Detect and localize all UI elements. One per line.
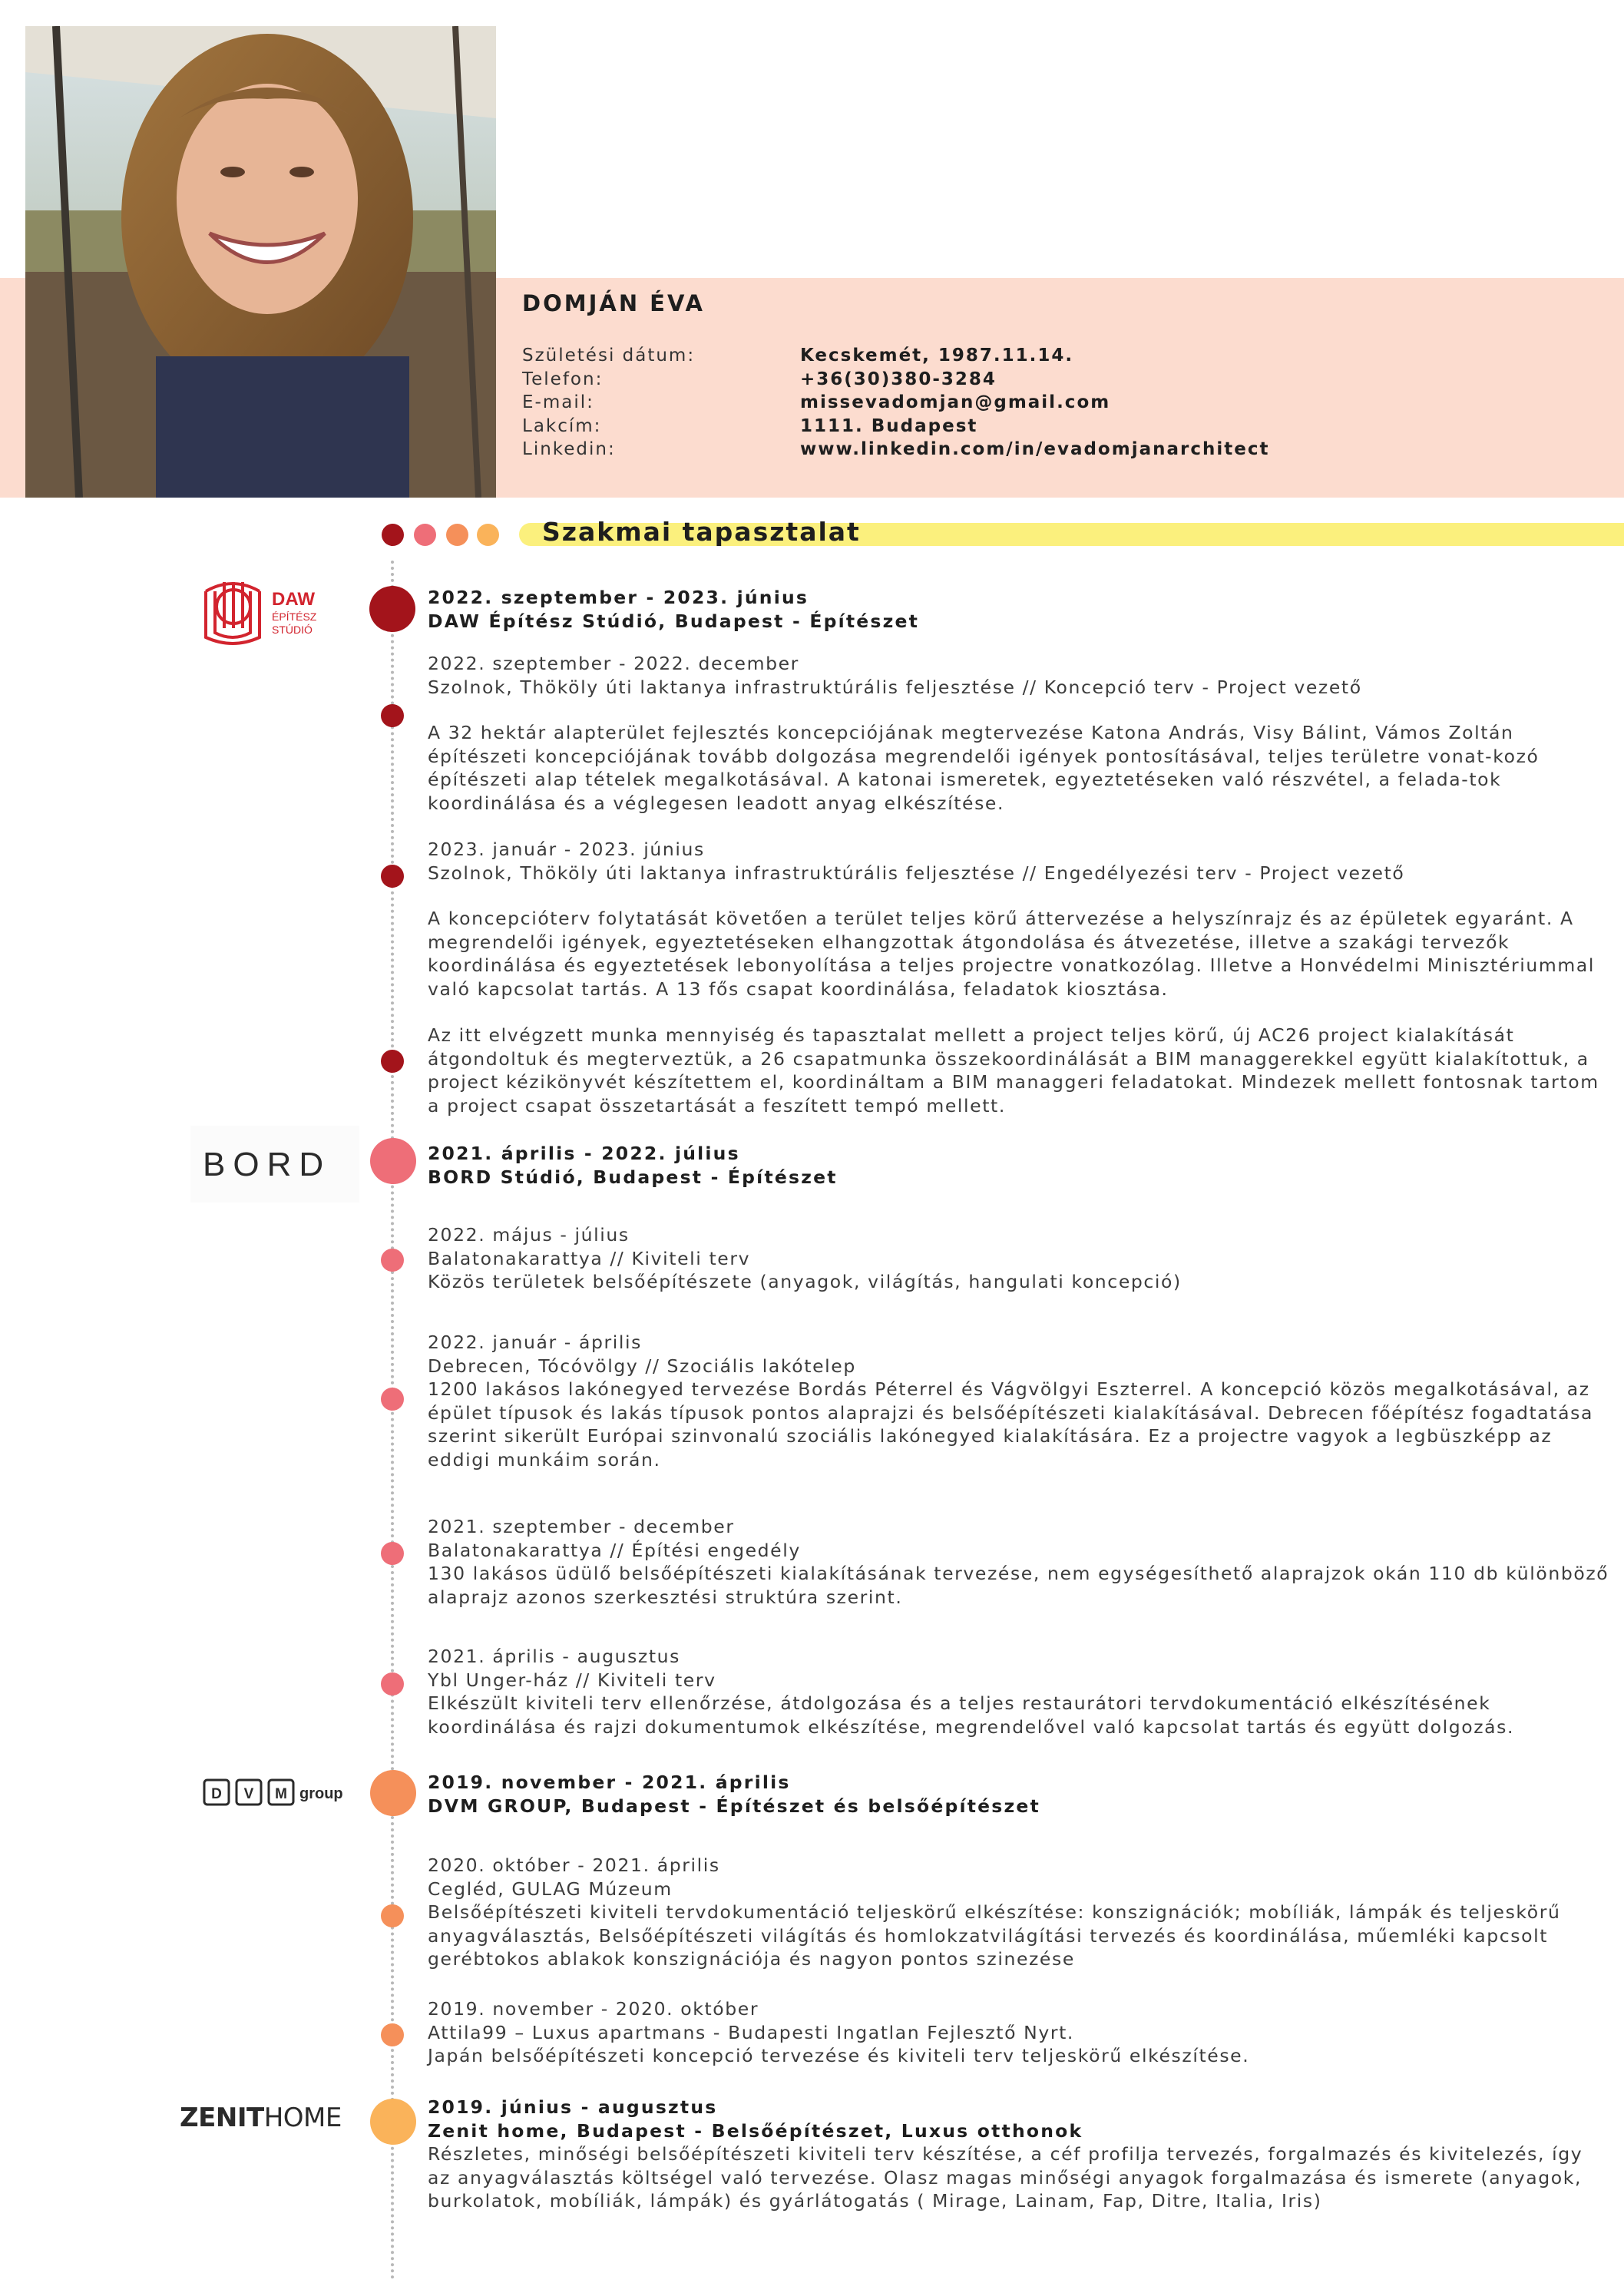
- project-title: Balatonakarattya // Kiviteli terv: [428, 1247, 751, 1269]
- section-dot-1: [382, 524, 404, 546]
- project-description: Japán belsőépítészeti koncepció tervezése és kiviteli terv teljeskörű elkészítése.: [428, 2045, 1250, 2066]
- timeline-subdot: [381, 1050, 404, 1073]
- label-email: E-mail:: [522, 392, 594, 412]
- project-block: [428, 1515, 1610, 1609]
- svg-text:M: M: [275, 1786, 287, 1802]
- project-description: A 32 hektár alapterület fejlesztés koncepciójának megtervezése Katona András, Visy Bálint, Vámos Zoltán építészeti koncepciójának tovább dolgozása megrendelői igények pontosításával, teljes területre vonat-kozó építészeti alap tételek megalkotásával. A katonai ismeretek, egyeztetéseken való részvétel, a felada-tok koordinálása és a véglegesen leadott anyag elkészítése.: [428, 722, 1540, 814]
- project-block: [428, 1223, 1610, 1294]
- job-zenit-header: [428, 2096, 1610, 2213]
- project-date: 2021. szeptember - december: [428, 1516, 735, 1537]
- zenit-logo-bold: ZENIT: [180, 2102, 264, 2133]
- project-block: [428, 652, 1610, 699]
- job-company: BORD Stúdió, Budapest - Építészet: [428, 1166, 838, 1188]
- svg-text:group: group: [299, 1785, 343, 1802]
- project-date: 2022. május - július: [428, 1224, 630, 1246]
- project-title: Szolnok, Thököly úti laktanya infrastruktúrális feljesztése // Engedélyezési terv - Project vezető: [428, 862, 1405, 884]
- project-date: 2019. november - 2020. október: [428, 1998, 759, 2020]
- label-linkedin: Linkedin:: [522, 439, 616, 459]
- label-phone: Telefon:: [522, 369, 604, 389]
- contact-labels: [522, 344, 695, 462]
- job-company: Zenit home, Budapest - Belsőépítészet, Luxus otthonok: [428, 2119, 1083, 2142]
- job-company: DAW Építész Stúdió, Budapest - Építészet: [428, 610, 920, 632]
- project-title: Attila99 – Luxus apartmans - Budapesti Ingatlan Fejlesztő Nyrt.: [428, 2021, 1074, 2043]
- daw-logo: [198, 567, 352, 659]
- timeline-dot-zenit: [370, 2099, 416, 2145]
- timeline-subdot: [381, 1672, 404, 1696]
- project-title: Balatonakarattya // Építési engedély: [428, 1539, 801, 1561]
- project-description: A koncepcióterv folytatását követően a terület teljes körű áttervezése a helyszínrajz és az épületek egyaránt. A megrendelői igények, egyeztetéseken elhangzottak átgondolása és átvezetése, illetve a szakági tervezők koordinálása és egyeztetések lebonyolítása a teljes projectre vonatkozólag. Illetve a Honvédelmi Minisztériummal való kapcsolat tartás. A 13 fős csapat koordinálása, feladatok kiosztása.: [428, 908, 1595, 1000]
- timeline-subdot: [381, 704, 404, 727]
- timeline-dot-bord: [370, 1138, 416, 1184]
- project-description: Az itt elvégzett munka mennyiség és tapasztalat mellett a project teljes körű, új AC26 project kialakítását átgondoltuk és megterveztük, a 26 csapatmunka összekoordinálását a BIM managgerekkel együtt kialakítottuk, a project kézikönyvét készítettem el, koordináltam a BIM managgeri feladatokat. Mindezek mellett fontosnak tartom a project csapat összetartását a feszített tempó mellett.: [428, 1024, 1599, 1117]
- section-dot-3: [446, 524, 468, 546]
- contact-values: [800, 344, 1269, 462]
- project-description: Elkészült kiviteli terv ellenőrzése, átdolgozása és a teljes restaurátori tervdokumentáció elkészítésének koordinálása és rajzi dokumentumok elkészítése, megrendelővel való kapcsolat tartás és együtt dolgozás.: [428, 1692, 1515, 1738]
- project-description: Közös területek belsőépítészete (anyagok, világítás, hangulati koncepció): [428, 1271, 1182, 1292]
- section-title: Szakmai tapasztalat: [542, 517, 861, 547]
- project-date: 2021. április - augusztus: [428, 1646, 681, 1667]
- job-period: 2022. szeptember - 2023. június: [428, 587, 809, 608]
- timeline-subdot: [381, 865, 404, 888]
- timeline-subdot: [381, 1542, 404, 1565]
- job-dvm-header: [428, 1771, 1610, 1818]
- project-description: Belsőépítészeti kiviteli tervdokumentáció teljeskörű elkészítése: konszignációk; mobíliák, lámpák és teljeskörű anyagválasztás, Belsőépítészeti világítás és homlokzatvilágítási tervezés és koordinálása, műemléki kapcsolt gerébtokos ablakok konszignációja és nagyon pontos szinezése: [428, 1901, 1561, 1970]
- dvm-logo: [201, 1774, 355, 1812]
- value-birth: Kecskemét, 1987.11.14.: [800, 346, 1074, 366]
- job-company: DVM GROUP, Budapest - Építészet és belsőépítészet: [428, 1795, 1040, 1817]
- daw-logo-sub2: STÚDIÓ: [272, 624, 313, 636]
- timeline-subdot: [381, 1388, 404, 1411]
- timeline-subdot: [381, 2023, 404, 2046]
- label-birth: Születési dátum:: [522, 346, 696, 366]
- timeline-subdot: [381, 1249, 404, 1272]
- svg-text:V: V: [243, 1786, 254, 1802]
- job-daw-header: [428, 586, 1610, 633]
- project-block: [428, 1331, 1610, 1471]
- timeline-subdot: [381, 1904, 404, 1927]
- value-address: 1111. Budapest: [800, 415, 978, 436]
- timeline-dot-daw: [369, 586, 415, 632]
- job-period: 2021. április - 2022. július: [428, 1143, 740, 1164]
- project-date: 2022. szeptember - 2022. december: [428, 653, 799, 674]
- project-block: [428, 1645, 1610, 1739]
- project-block: [428, 1997, 1610, 2068]
- zenit-home-logo: [180, 2102, 342, 2133]
- project-description: 1200 lakásos lakónegyed tervezése Bordás Péterrel és Vágvölgyi Eszterrel. A koncepció közös megalkotásával, az épület típusok és lakás típusok pontos alaprajzi és belsőépítészeti kialakításával. Debrecen főépítész fogadtatása szerint sikerült Európai szinvonalú szociális lakónegyed kialakítására. Ez a projectre vagyok a legbüszképp az eddigi munkáim során.: [428, 1378, 1593, 1471]
- section-dot-4: [477, 524, 499, 546]
- timeline-dot-dvm: [370, 1770, 416, 1816]
- project-block: [428, 838, 1610, 885]
- section-dot-2: [414, 524, 436, 546]
- bord-logo: [190, 1126, 359, 1203]
- zenit-logo-light: HOME: [263, 2102, 342, 2133]
- bord-logo-text: BORD: [203, 1146, 332, 1183]
- profile-photo: [25, 26, 496, 498]
- timeline-line: [391, 561, 394, 2281]
- project-title: Ybl Unger-ház // Kiviteli terv: [428, 1669, 716, 1691]
- daw-logo-sub1: ÉPÍTÉSZ: [272, 610, 317, 623]
- svg-text:D: D: [211, 1786, 222, 1802]
- project-title: Debrecen, Tócóvölgy // Szociális lakótelep: [428, 1355, 856, 1377]
- project-block: [428, 1854, 1610, 1971]
- project-date: 2020. október - 2021. április: [428, 1854, 720, 1876]
- job-period: 2019. június - augusztus: [428, 2096, 718, 2118]
- project-date: 2023. január - 2023. június: [428, 839, 705, 860]
- project-description: 130 lakásos üdülő belsőépítészeti kialakításának tervezése, nem egységesíthető alaprajzok okán 110 db különböző alaprajz azonos szerkesztési struktúra szerint.: [428, 1563, 1609, 1608]
- job-period: 2019. november - 2021. április: [428, 1772, 791, 1793]
- value-email[interactable]: missevadomjan@gmail.com: [800, 392, 1111, 412]
- project-title: Szolnok, Thököly úti laktanya infrastruktúrális feljesztése // Koncepció terv - Project vezető: [428, 676, 1362, 698]
- value-linkedin[interactable]: www.linkedin.com/in/evadomjanarchitect: [800, 439, 1270, 459]
- daw-logo-text: DAW: [272, 589, 315, 610]
- job-bord-header: [428, 1142, 1610, 1189]
- project-title: Cegléd, GULAG Múzeum: [428, 1877, 673, 1900]
- project-description: Részletes, minőségi belsőépítészeti kiviteli terv készítése, a céf profilja tervezés, forgalmazés és kivitelezés, így az anyagválasztás költségel való tervezése. Olasz magas minőségi anyagok forgalmazása és ismerete (anyagok, burkolatok, mobíliák, lámpák) és gyárlátogatás ( Mirage, Lainam, Fap, Ditre, Italia, Iris): [428, 2143, 1583, 2212]
- value-phone[interactable]: +36(30)380-3284: [800, 369, 997, 389]
- candidate-name: DOMJÁN ÉVA: [522, 290, 705, 316]
- project-date: 2022. január - április: [428, 1332, 642, 1353]
- label-address: Lakcím:: [522, 415, 602, 436]
